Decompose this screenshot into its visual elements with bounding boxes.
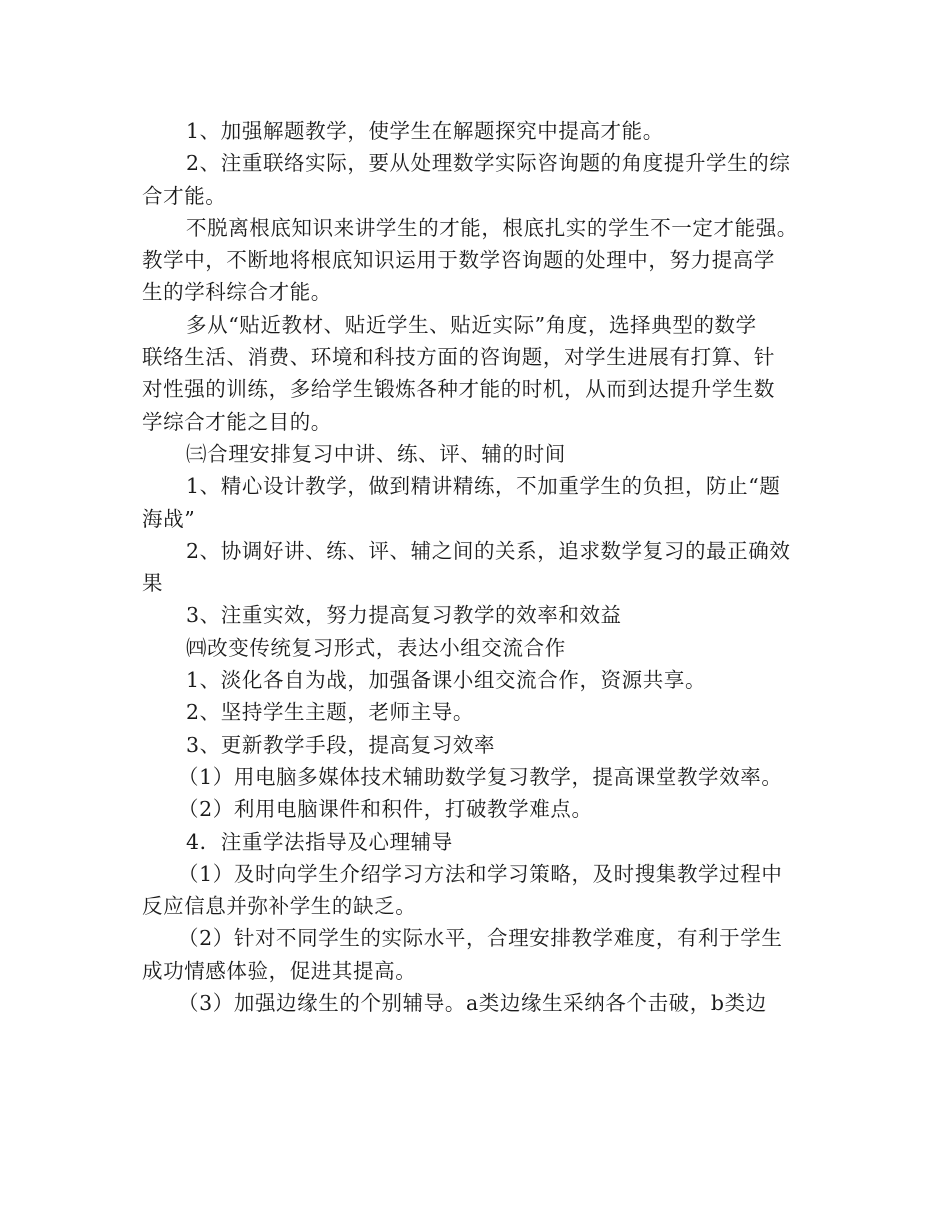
text-line: 1、精心设计教学，做到精讲精练，不加重学生的负担，防止“题 bbox=[186, 474, 781, 499]
text-line: 多从“贴近教材、贴近学生、贴近实际”角度，选择典型的数学 bbox=[186, 312, 757, 337]
text-line: （1）用电脑多媒体技术辅助数学复习教学，提高课堂教学效率。 bbox=[178, 764, 783, 789]
text-line: 反应信息并弥补学生的缺乏。 bbox=[142, 894, 417, 919]
text-line: 教学中，不断地将根底知识运用于数学咨询题的处理中，努力提高学 bbox=[142, 248, 775, 273]
text-line: 2、协调好讲、练、评、辅之间的关系，追求数学复习的最正确效 bbox=[186, 538, 791, 563]
text-line: 学综合才能之目的。 bbox=[142, 409, 332, 434]
text-line: 1、加强解题教学，使学生在解题探究中提高才能。 bbox=[186, 119, 664, 143]
text-line: （3）加强边缘生的个别辅导。a类边缘生采纳各个击破，b类边 bbox=[178, 991, 767, 1016]
text-line: ㈣改变传统复习形式，表达小组交流合作 bbox=[186, 635, 566, 660]
text-line: 生的学科综合才能。 bbox=[142, 280, 332, 305]
text-line: （2）针对不同学生的实际水平，合理安排教学难度，有利于学生 bbox=[178, 926, 783, 951]
text-line: 对性强的训练，多给学生锻炼各种才能的时机，从而到达提升学生数 bbox=[142, 377, 775, 402]
text-line: （1）及时向学生介绍学习方法和学习策略，及时搜集教学过程中 bbox=[178, 861, 783, 886]
text-line: 果 bbox=[142, 571, 164, 596]
text-line: 海战” bbox=[142, 506, 196, 531]
text-line: 2、坚持学生主题，老师主导。 bbox=[186, 700, 474, 725]
text-line: 不脱离根底知识来讲学生的才能，根底扎实的学生不一定才能强。 bbox=[186, 215, 798, 240]
text-line: 4．注重学法指导及心理辅导 bbox=[186, 829, 453, 854]
text-line: 1、淡化各自为战，加强备课小组交流合作，资源共享。 bbox=[186, 668, 707, 693]
text-line: ㈢合理安排复习中讲、练、评、辅的时间 bbox=[186, 441, 566, 466]
text-line: 3、注重实效，努力提高复习教学的效率和效益 bbox=[186, 603, 622, 628]
text-line: 2、注重联络实际，要从处理数学实际咨询题的角度提升学生的综 bbox=[186, 151, 791, 176]
document-body bbox=[142, 115, 822, 1019]
text-line: （2）利用电脑课件和积件，打破教学难点。 bbox=[178, 797, 593, 822]
text-line: 成功情感体验，促进其提高。 bbox=[142, 958, 417, 983]
text-line: 3、更新教学手段，提高复习效率 bbox=[186, 732, 496, 757]
text-line: 合才能。 bbox=[142, 183, 227, 208]
text-line: 联络生活、消费、环境和科技方面的咨询题，对学生进展有打算、针 bbox=[142, 345, 775, 370]
